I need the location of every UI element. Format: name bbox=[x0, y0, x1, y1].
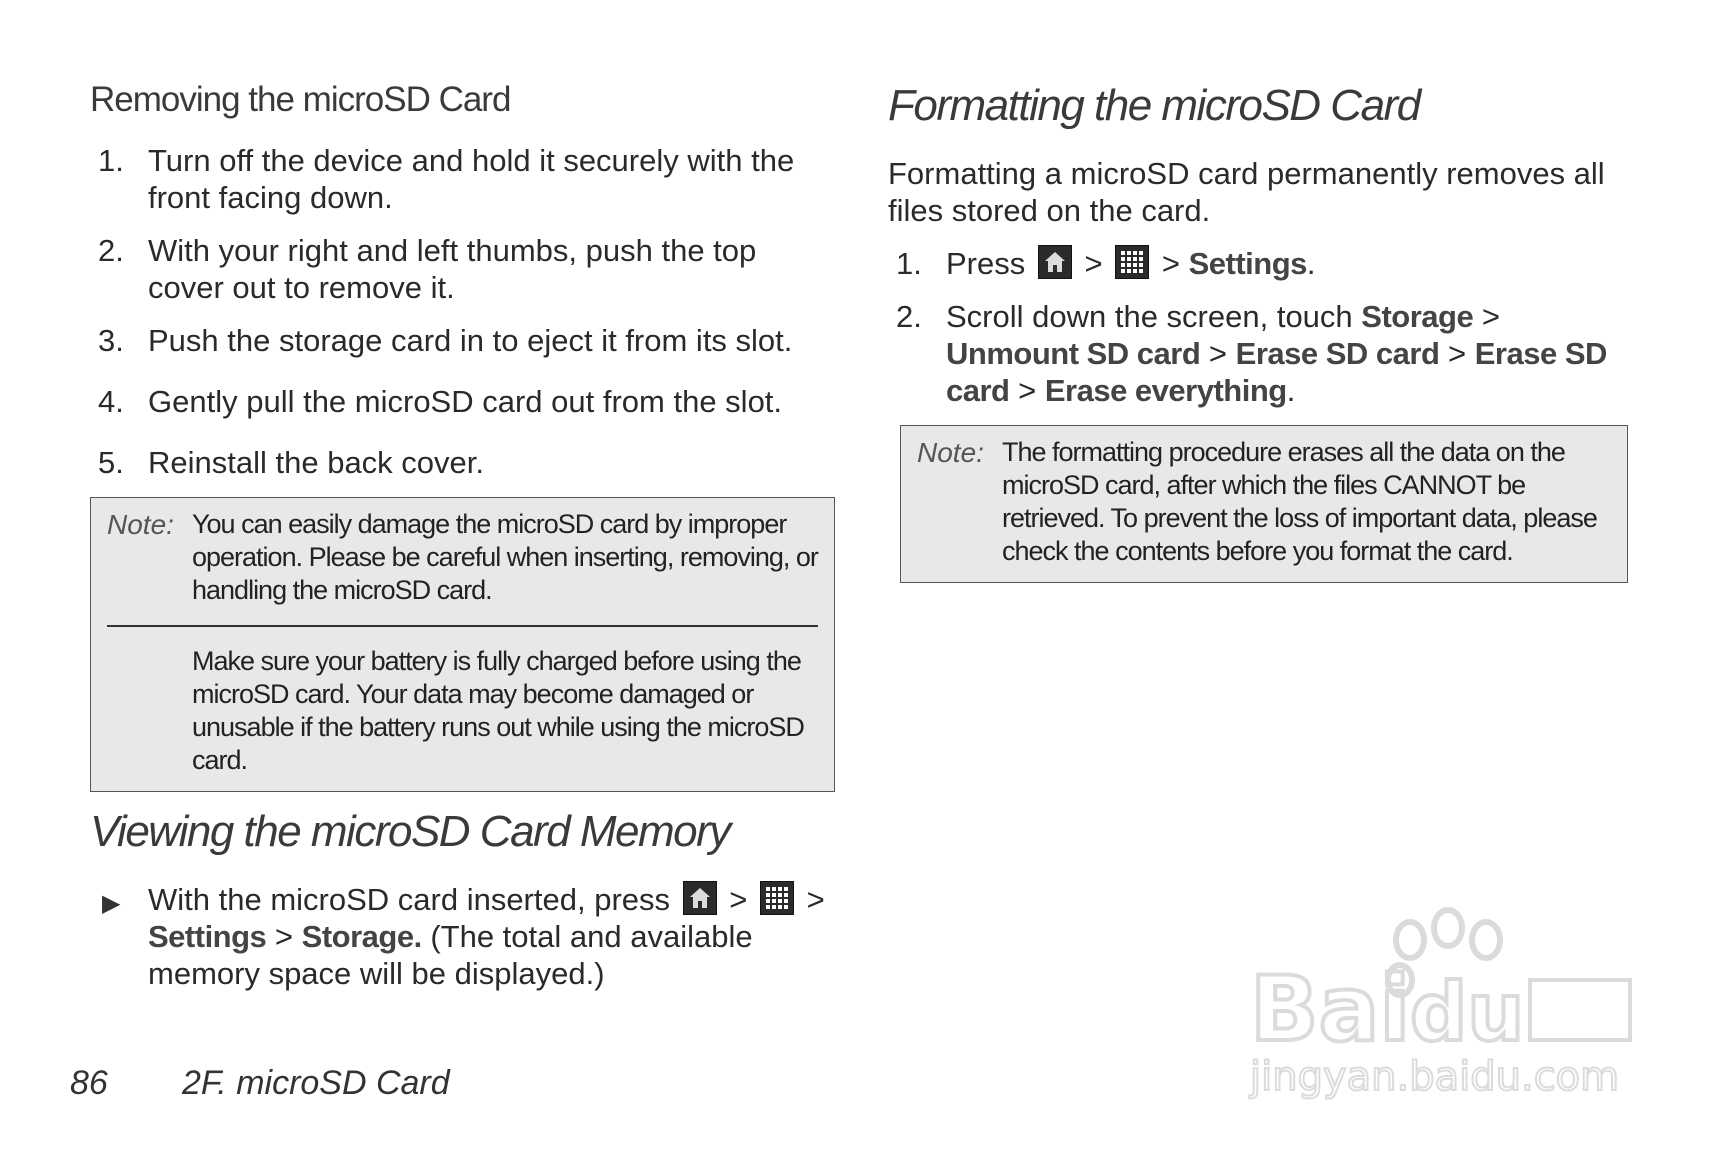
note-label: Note: bbox=[917, 436, 984, 468]
viewing-instruction: ▶ With the microSD card inserted, press > > Settings > Storage. (The total and available memory space will be displayed.) bbox=[102, 881, 825, 991]
apps-grid-icon bbox=[760, 881, 794, 915]
step-item: 2. Scroll down the screen, touch Storage > Unmount SD card > Erase SD card > Erase SD card > Erase everything. bbox=[896, 298, 1607, 408]
step-item: 1. Press > > Settings. bbox=[896, 245, 1316, 281]
step-item: 5. Reinstall the back cover. bbox=[98, 445, 485, 480]
baidu-watermark-logo bbox=[1240, 900, 1640, 1100]
triangle-bullet-icon: ▶ bbox=[102, 889, 121, 917]
removing-heading: Removing the microSD Card bbox=[90, 80, 511, 119]
step-item: 1. Turn off the device and hold it securely with the front facing down. bbox=[98, 143, 795, 215]
note-box-removing bbox=[90, 497, 835, 792]
step-item: 3. Push the storage card in to eject it from its slot. bbox=[98, 323, 793, 358]
viewing-heading: Viewing the microSD Card Memory bbox=[90, 807, 730, 856]
home-icon bbox=[1038, 245, 1072, 279]
note-text: You can easily damage the microSD card by improper operation. Please be careful when inserting, removing, or handling the microSD card. bbox=[192, 509, 818, 605]
section-name: 2F. microSD Card bbox=[182, 1064, 450, 1102]
formatting-steps-list bbox=[888, 245, 1628, 409]
note-label: Note: bbox=[107, 509, 174, 540]
note-text: Make sure your battery is fully charged before using the microSD card. Your data may become damaged or unusable if the battery runs out while using the microSD card. bbox=[192, 646, 804, 775]
formatting-heading: Formatting the microSD Card bbox=[888, 81, 1420, 130]
note-divider bbox=[107, 625, 818, 627]
formatting-intro: Formatting a microSD card permanently removes all files stored on the card. bbox=[888, 155, 1605, 228]
page-number: 86 bbox=[70, 1064, 108, 1102]
step-item: 4. Gently pull the microSD card out from the slot. bbox=[98, 384, 783, 419]
apps-grid-icon bbox=[1115, 245, 1149, 279]
removing-steps-list bbox=[90, 142, 835, 481]
right-column bbox=[888, 80, 1628, 583]
note-text: The formatting procedure erases all the data on the microSD card, after which the files CANNOT be retrieved. To prevent the loss of important data, please check the contents before you format the card. bbox=[1002, 436, 1597, 566]
svg-text:du: du bbox=[1410, 966, 1525, 1059]
svg-text:jingyan.baidu.com: jingyan.baidu.com bbox=[1250, 1054, 1620, 1100]
home-icon bbox=[683, 881, 717, 915]
svg-text:Bai: Bai bbox=[1250, 957, 1411, 1062]
page-footer bbox=[70, 1064, 450, 1103]
step-item: 2. With your right and left thumbs, push the top cover out to remove it. bbox=[98, 233, 757, 305]
note-box-formatting bbox=[900, 425, 1628, 583]
left-column bbox=[90, 80, 835, 992]
